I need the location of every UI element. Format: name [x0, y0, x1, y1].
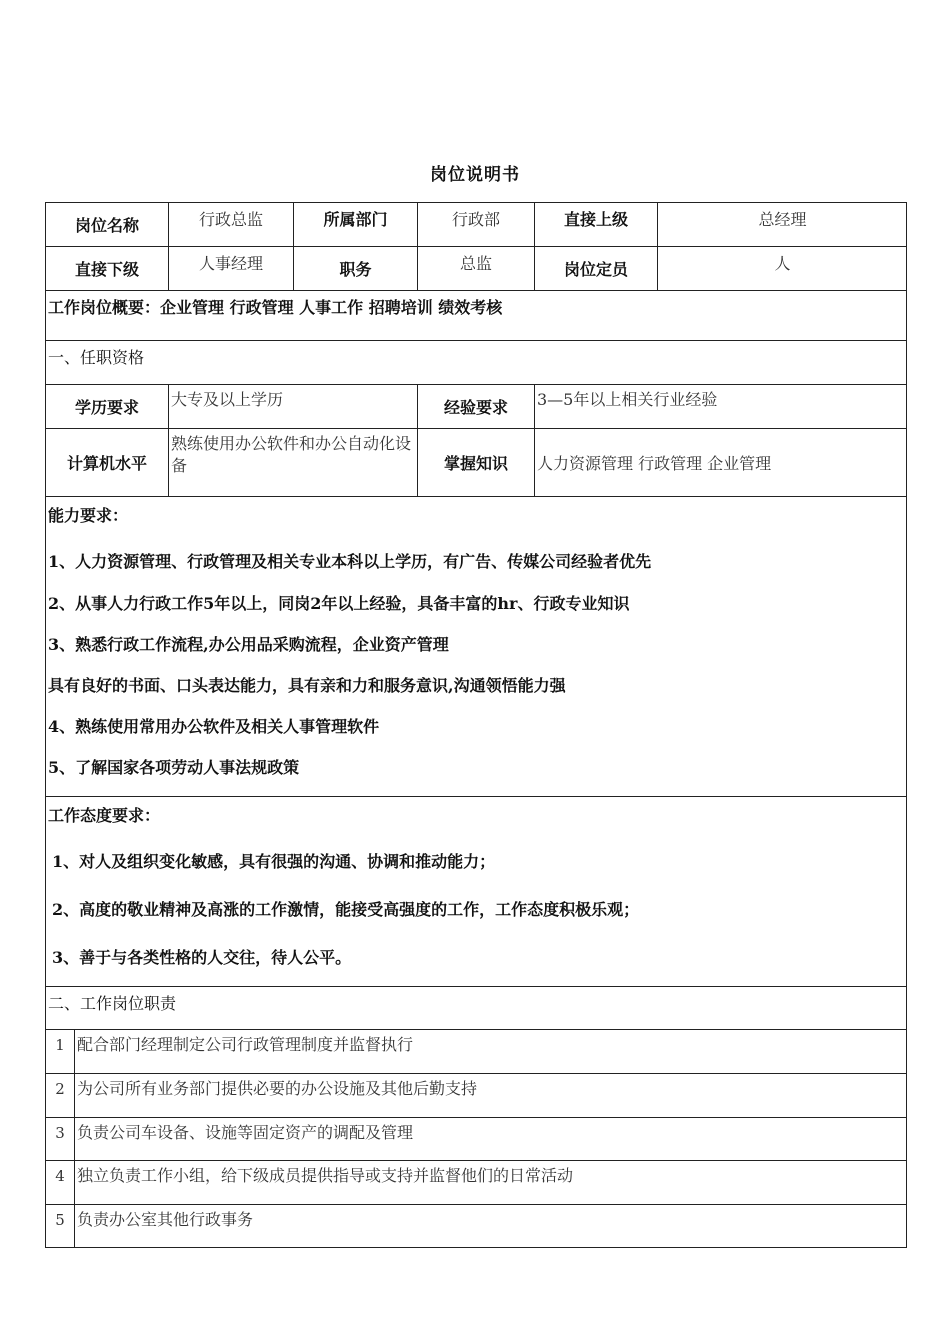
label-headcount: 岗位定员 [534, 246, 657, 290]
ability-heading: 能力要求： [48, 506, 129, 525]
section-qualifications: 一、任职资格 [45, 340, 907, 384]
ability-line-4: 具有良好的书面、口头表达能力，具有亲和力和服务意识,沟通领悟能力强 [48, 676, 566, 695]
document-title: 岗位说明书 [430, 165, 520, 185]
label-subordinate: 直接下级 [45, 246, 168, 290]
value-direct-superior: 总经理 [657, 202, 907, 246]
label-department: 所属部门 [293, 202, 417, 246]
ability-line-1: 1、人力资源管理、行政管理及相关专业本科以上学历，有广告、传媒公司经验者优先 [48, 552, 652, 571]
value-department: 行政部 [417, 202, 534, 246]
value-computer-skill: 熟练使用办公软件和办公自动化设备 [168, 428, 417, 496]
attitude-line-3: 3、善于与各类性格的人交往，待人公平。 [52, 948, 352, 967]
duty-text: 配合部门经理制定公司行政管理制度并监督执行 [74, 1029, 907, 1073]
job-description-table [45, 202, 907, 1248]
job-overview: 工作岗位概要：企业管理 行政管理 人事工作 招聘培训 绩效考核 [45, 290, 907, 340]
attitude-line-1: 1、对人及组织变化敏感，具有很强的沟通、协调和推动能力； [52, 852, 496, 871]
duty-number: 4 [45, 1160, 74, 1204]
duty-number: 2 [45, 1073, 74, 1117]
attitude-requirements [45, 796, 907, 986]
section-duties: 二、工作岗位职责 [45, 986, 907, 1029]
label-position-name: 岗位名称 [45, 202, 168, 246]
label-education: 学历要求 [45, 384, 168, 428]
label-experience: 经验要求 [417, 384, 534, 428]
label-knowledge: 掌握知识 [417, 428, 534, 496]
attitude-line-2: 2、高度的敬业精神及高涨的工作激情，能接受高强度的工作，工作态度积极乐观； [52, 900, 640, 919]
duty-text: 独立负责工作小组，给下级成员提供指导或支持并监督他们的日常活动 [74, 1160, 907, 1204]
duty-number: 1 [45, 1029, 74, 1073]
value-education: 大专及以上学历 [168, 384, 417, 428]
value-subordinate: 人事经理 [168, 246, 293, 290]
duty-text: 负责办公室其他行政事务 [74, 1204, 907, 1248]
value-position-name: 行政总监 [168, 202, 293, 246]
label-direct-superior: 直接上级 [534, 202, 657, 246]
ability-line-3: 3、熟悉行政工作流程,办公用品采购流程，企业资产管理 [48, 635, 449, 654]
ability-line-5: 4、熟练使用常用办公软件及相关人事管理软件 [48, 717, 380, 736]
attitude-heading: 工作态度要求： [48, 806, 161, 825]
duty-number: 3 [45, 1117, 74, 1160]
duty-text: 负责公司车设备、设施等固定资产的调配及管理 [74, 1117, 907, 1160]
value-headcount: 人 [657, 246, 907, 290]
ability-requirements [45, 496, 907, 796]
duty-number: 5 [45, 1204, 74, 1248]
duty-text: 为公司所有业务部门提供必要的办公设施及其他后勤支持 [74, 1073, 907, 1117]
ability-line-6: 5、了解国家各项劳动人事法规政策 [48, 758, 300, 777]
value-post: 总监 [417, 246, 534, 290]
value-experience: 3—5年以上相关行业经验 [534, 384, 907, 428]
label-computer-skill: 计算机水平 [45, 428, 168, 496]
ability-line-2: 2、从事人力行政工作5年以上，同岗2年以上经验，具备丰富的hr、行政专业知识 [48, 594, 630, 613]
value-knowledge: 人力资源管理 行政管理 企业管理 [534, 428, 907, 496]
label-post: 职务 [293, 246, 417, 290]
